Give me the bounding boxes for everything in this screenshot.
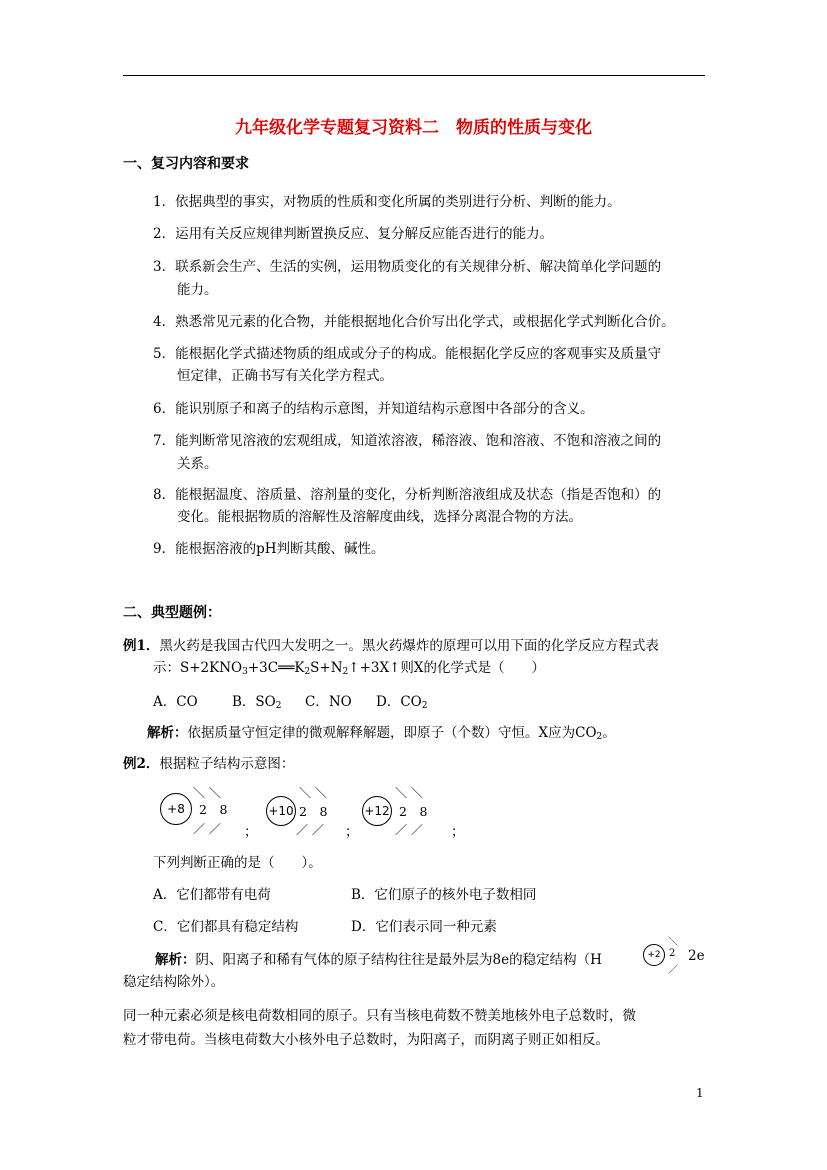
example-2-line-1 <box>123 752 294 772</box>
example-1-option-b <box>232 690 281 711</box>
option-d-text: D．CO <box>376 694 422 710</box>
lower-arc-marks: ／ ／ <box>296 823 324 837</box>
example-2-option-b: B．它们原子的核外电子数相同 <box>351 887 537 903</box>
example-1-option-c: C．NO <box>305 694 352 710</box>
req-item-4: 4．熟悉常见元素的化合物，并能根据地化合价写出化学式，或根据化学式判断化合价。 <box>153 314 675 330</box>
req-item-2: 2．运用有关反应规律判断置换反应、复分解反应能否进行的能力。 <box>153 226 554 242</box>
req-item-3-cont: 能力。 <box>177 282 218 298</box>
analysis-1-label: 解析： <box>147 725 188 741</box>
analysis-2-label: 解析： <box>155 952 196 968</box>
nucleus-circle: +12 <box>362 796 392 826</box>
example-2-label: 例2． <box>123 756 160 772</box>
example-2-paragraph-1: 同一种元素必须是核电荷数相同的原子。只有当核电荷数不赞美地核外电子总数时，微 <box>123 1008 636 1024</box>
eq-part-c: S+N <box>310 660 343 676</box>
req-item-1: 1．依据典型的事实，对物质的性质和变化所属的类别进行分析、判断的能力。 <box>153 194 621 210</box>
analysis-2-text: 阴、阳离子和稀有气体的原子结构往往是最外层为8e的稳定结构（H <box>195 952 602 968</box>
diagram-separator-3: ； <box>451 824 465 840</box>
example-2-analysis <box>155 948 602 968</box>
analysis-1-text: 依据质量守恒定律的微观解释解题，即原子（个数）守恒。X应为CO <box>187 725 597 741</box>
example-2-paragraph-2: 粒才带电荷。当核电荷数大小核外电子总数时，为阳离子，而阴离子则正如相反。 <box>123 1032 609 1048</box>
atom-diagram-o <box>160 784 250 834</box>
diagram-separator-1: ； <box>244 824 258 840</box>
page-number: 1 <box>696 1086 704 1100</box>
section-heading-2: 二、典型题例： <box>123 605 221 621</box>
example-1-analysis <box>147 721 616 742</box>
req-item-8-cont: 变化。能根据物质的溶解性及溶解度曲线，选择分离混合物的方法。 <box>177 509 582 525</box>
req-item-9 <box>153 537 385 557</box>
req-item-9-text-a: 9．能根据溶液的 <box>153 541 257 557</box>
upper-arc-marks: ＼ ＼ <box>193 786 221 800</box>
atom-diagram-ne <box>266 784 356 837</box>
nucleus-circle: +10 <box>266 796 296 826</box>
req-item-7: 7．能判断常见溶液的宏观组成，知道浓溶液，稀溶液、饱和溶液、不饱和溶液之间的 <box>153 433 662 449</box>
example-2-question: 下列判断正确的是（ ）。 <box>153 855 322 871</box>
upper-arc-marks: ＼ ＼ <box>395 786 423 800</box>
eq-sub-3: 3 <box>242 667 248 677</box>
section-heading-1: 一、复习内容和要求 <box>123 156 249 172</box>
example-1-label: 例1． <box>123 638 160 654</box>
example-1-line-1 <box>123 634 659 654</box>
req-item-3: 3．联系新会生产、生活的实例，运用物质变化的有关规律分析、解决简单化学问题的 <box>153 259 662 275</box>
electron-shell: 2 <box>669 948 676 959</box>
nucleus-circle: +8 <box>160 793 192 825</box>
upper-arc-marks: ＼ ＼ <box>299 786 327 800</box>
lower-arc-marks: ／ ／ <box>395 823 423 837</box>
document-title: 九年级化学专题复习资料二 物质的性质与变化 <box>235 118 592 138</box>
req-item-6: 6．能识别原子和离子的结构示意图，并知道结构示意图中各部分的含义。 <box>153 401 594 417</box>
analysis-1-end: 。 <box>602 725 616 741</box>
analysis-1-sub: 2 <box>596 732 603 742</box>
lower-arc-mark: ／ <box>668 965 678 976</box>
upper-arc-mark: ＼ <box>668 937 678 948</box>
option-d-sub: 2 <box>421 701 428 711</box>
header-rule <box>123 75 705 76</box>
example-1-text: 黑火药是我国古代四大发明之一。黑火药爆炸的原理可以用下面的化学反应方程式表 <box>159 638 659 654</box>
atom-diagram-mg <box>362 784 452 837</box>
req-item-5: 5．能根据化学式描述物质的组成或分子的构成。能根据化学反应的客观事实及质量守 <box>153 346 662 362</box>
electron-shells: 2 8 <box>399 804 428 819</box>
req-item-8: 8．能根据温度、溶质量、溶剂量的变化，分析判断溶液组成及状态（指是否饱和）的 <box>153 487 662 503</box>
example-2-text: 根据粒子结构示意图： <box>159 756 295 772</box>
eq-part-d: ↑+3X↑则X的化学式是（ ） <box>348 660 546 676</box>
electron-shells: 2 8 <box>299 804 328 819</box>
option-b-text: B．SO <box>232 694 276 710</box>
diagram-separator-2: ； <box>345 824 359 840</box>
req-item-5-cont: 恒定律，正确书写有关化学方程式。 <box>177 368 393 384</box>
example-1-option-a: A．CO <box>153 694 198 710</box>
eq-part-a: 示：S+2KNO <box>153 660 243 676</box>
req-item-7-cont: 关系。 <box>177 456 218 472</box>
req-item-9-ph: pH <box>256 541 277 557</box>
analysis-2-line-2: 稳定结构除外）。 <box>123 974 225 990</box>
electron-shells: 2 8 <box>199 802 228 817</box>
nucleus-circle: +2 <box>643 944 665 966</box>
example-2-option-a: A．它们都带有电荷 <box>153 887 271 903</box>
lower-arc-marks: ／ ／ <box>193 822 221 836</box>
eq-sub-2b: 2 <box>342 667 349 677</box>
example-2-option-c: C．它们都具有稳定结构 <box>153 919 299 935</box>
example-1-equation <box>153 656 545 677</box>
eq-sub-2a: 2 <box>304 667 311 677</box>
atom-diagram-he <box>643 935 683 976</box>
req-item-9-text-b: 判断其酸、碱性。 <box>276 541 385 557</box>
example-2-option-d: D．它们表示同一种元素 <box>351 919 497 935</box>
eq-part-b: +3C══K <box>247 660 305 676</box>
analysis-2-tail: 2e <box>688 948 705 964</box>
option-b-sub: 2 <box>275 701 282 711</box>
example-1-option-d <box>376 690 427 711</box>
